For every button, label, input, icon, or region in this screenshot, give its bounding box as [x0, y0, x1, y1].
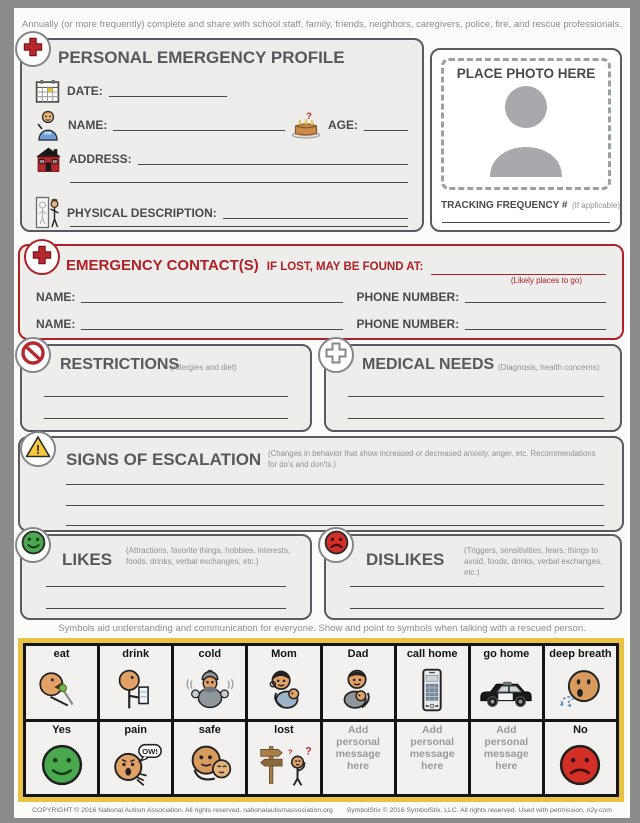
found-at-label: IF LOST, MAY BE FOUND AT: — [266, 261, 424, 273]
symbol-cell-yes[interactable] — [26, 722, 97, 795]
dislikes-section — [324, 534, 622, 620]
lost-question-mark: ? — [305, 745, 312, 758]
contact-row-1 — [36, 290, 606, 304]
dislikes-badge — [318, 527, 354, 563]
copyright-right: SymbolStix © 2016 SymbolStix, LLC. All rights reserved. Used with permission. n2y.com — [346, 807, 612, 814]
address-field-line[interactable] — [138, 164, 408, 165]
address-field-line-2[interactable] — [70, 182, 408, 183]
red-cross-icon — [22, 36, 44, 63]
symbol-cell-add-message-2[interactable] — [397, 722, 468, 795]
restrictions-line-1[interactable] — [44, 396, 288, 397]
symbol-cell-safe[interactable] — [174, 722, 245, 795]
person-shirt-text: Joe — [43, 130, 52, 135]
house-icon — [34, 146, 63, 173]
warning-icon — [25, 435, 51, 464]
dad-icon — [323, 661, 394, 719]
symbol-cell-add-message-1[interactable] — [323, 722, 394, 795]
restrictions-line-2[interactable] — [44, 418, 288, 419]
calendar-icon — [34, 78, 61, 105]
medical-line-1[interactable] — [348, 396, 604, 397]
emergency-cross-badge — [24, 239, 60, 275]
symbol-label: drink — [122, 648, 150, 660]
symbol-cell-call-home[interactable] — [397, 646, 468, 719]
contact1-name-line[interactable] — [81, 302, 342, 303]
add-message-label: Add personal message here — [483, 723, 529, 772]
copyright-footer — [14, 807, 630, 814]
symbol-cell-cold[interactable] — [174, 646, 245, 719]
escalation-badge — [20, 431, 56, 467]
cold-icon — [174, 661, 245, 719]
deep-breath-icon — [545, 661, 616, 719]
escalation-line-2[interactable] — [66, 505, 604, 506]
likes-title: LIKES — [62, 550, 113, 569]
contact2-name-label: NAME: — [36, 317, 76, 331]
person-icon — [34, 110, 62, 141]
dislikes-line-2[interactable] — [350, 608, 604, 609]
drink-icon — [100, 661, 171, 719]
top-instruction: Annually (or more frequently) complete and share with school staff, family, friends, neighbors, caregivers, police, fire, and rescue professionals. — [21, 19, 623, 30]
age-field-line[interactable] — [364, 130, 408, 131]
restrictions-title: RESTRICTIONS — [60, 356, 180, 373]
svg-text:!: ! — [35, 441, 41, 457]
symbol-cell-deep-breath[interactable] — [545, 646, 616, 719]
medical-title: MEDICAL NEEDS — [362, 356, 495, 373]
symbol-label: No — [573, 723, 588, 736]
symbol-label: Yes — [52, 723, 72, 736]
photo-placeholder[interactable] — [441, 58, 611, 190]
lost-question-mark-2: ? — [287, 747, 293, 757]
safe-icon — [174, 736, 245, 794]
contact2-phone-line[interactable] — [465, 329, 606, 330]
symbol-cell-drink[interactable] — [100, 646, 171, 719]
physical-description-field-line[interactable] — [223, 218, 408, 219]
age-label: AGE: — [328, 118, 358, 132]
red-cross-icon — [31, 244, 53, 271]
medical-badge — [318, 337, 354, 373]
medical-cross-icon — [324, 341, 348, 370]
escalation-title: SIGNS OF ESCALATION — [66, 450, 262, 469]
mirror-icon — [34, 196, 61, 230]
date-field-line[interactable] — [109, 96, 227, 97]
symbol-cell-pain[interactable] — [100, 722, 171, 795]
escalation-hint: (Changes in behavior that show increased or decreased anxiety, anger, etc. Recommendations for do's and don'ts.) — [268, 449, 596, 469]
found-at-hint: (Likely places to go) — [510, 276, 582, 285]
medical-needs-section — [324, 344, 622, 432]
symbol-label: Mom — [271, 648, 297, 660]
symbol-cell-mom[interactable] — [248, 646, 319, 719]
photo-placeholder-label: PLACE PHOTO HERE — [456, 66, 596, 81]
add-message-label: Add personal message here — [409, 723, 455, 772]
likes-section — [20, 534, 312, 620]
escalation-section — [18, 436, 624, 532]
symbol-label: pain — [124, 723, 147, 736]
symbols-note: Symbols aid understanding and communication for everyone. Show and point to symbols when talking with a rescued person. — [58, 623, 586, 634]
symbol-label: safe — [198, 723, 221, 736]
frown-icon — [323, 529, 350, 561]
no-icon — [545, 736, 616, 794]
name-label: NAME: — [68, 118, 108, 132]
go-home-icon — [471, 661, 542, 719]
red-cross-badge — [15, 31, 51, 67]
medical-line-2[interactable] — [348, 418, 604, 419]
contact1-phone-line[interactable] — [465, 302, 606, 303]
cake-question-mark: ? — [306, 111, 312, 122]
symbol-cell-lost[interactable] — [248, 722, 319, 795]
symbol-cell-go-home[interactable] — [471, 646, 542, 719]
photo-silhouette-icon — [466, 164, 586, 181]
likes-line-2[interactable] — [46, 608, 286, 609]
likes-line-1[interactable] — [46, 586, 286, 587]
contact-row-2 — [36, 317, 606, 331]
mom-icon — [248, 661, 319, 719]
symbol-label: lost — [274, 723, 294, 736]
eat-icon — [26, 661, 97, 719]
restrictions-badge — [15, 337, 51, 373]
contact1-phone-label: PHONE NUMBER: — [356, 290, 460, 304]
symbol-label: cold — [198, 648, 222, 660]
call-home-icon — [397, 661, 468, 719]
likes-hint: (Attractions, favorite things, hobbies, interests, foods, drinks, verbal exchanges, etc.) — [126, 546, 291, 566]
symbol-cell-dad[interactable] — [323, 646, 394, 719]
yes-icon — [26, 736, 97, 794]
restrictions-section — [20, 344, 312, 432]
date-label: DATE: — [67, 84, 103, 98]
escalation-line-3[interactable] — [66, 525, 604, 526]
emergency-contacts-section — [18, 244, 624, 340]
symbol-label: call home — [406, 648, 458, 660]
address-row — [34, 144, 408, 174]
symbol-cell-add-message-3[interactable] — [471, 722, 542, 795]
dislikes-hint: (Triggers, sensitivities, fears, things to avoid, foods, drinks, verbal exchanges, etc.) — [464, 546, 603, 577]
physical-description-row — [34, 198, 408, 228]
dislikes-line-1[interactable] — [350, 586, 604, 587]
date-row — [34, 76, 408, 106]
no-symbol-icon — [20, 340, 46, 371]
personal-profile-section — [20, 38, 424, 232]
pain-bubble-text: OW! — [141, 746, 158, 756]
contact1-name-label: NAME: — [36, 290, 76, 304]
symbol-label: deep breath — [549, 648, 612, 660]
emergency-title: EMERGENCY CONTACT(S) — [66, 257, 259, 274]
form-page — [14, 8, 630, 818]
tracking-frequency-field-line[interactable] — [442, 222, 610, 223]
escalation-line-1[interactable] — [66, 484, 604, 485]
symbol-label: eat — [53, 648, 70, 660]
likes-badge — [15, 527, 51, 563]
name-row — [34, 110, 408, 140]
birthday-cake-icon — [291, 111, 322, 139]
dislikes-title: DISLIKES — [366, 550, 445, 569]
symbol-cell-eat[interactable] — [26, 646, 97, 719]
physical-description-field-line-2[interactable] — [70, 226, 408, 227]
contact2-name-line[interactable] — [81, 329, 342, 330]
profile-title: PERSONAL EMERGENCY PROFILE — [58, 48, 345, 67]
symbol-label: go home — [483, 648, 530, 660]
address-label: ADDRESS: — [69, 152, 132, 166]
symbol-label: Dad — [347, 648, 369, 660]
medical-hint: (Diagnosis, health concerns) — [498, 363, 600, 372]
name-field-line[interactable] — [113, 130, 285, 131]
pain-icon — [100, 736, 171, 794]
photo-section — [430, 48, 622, 232]
symbols-band — [18, 638, 624, 802]
restrictions-hint: (Allergies and diet) — [170, 363, 237, 372]
contact2-phone-label: PHONE NUMBER: — [356, 317, 460, 331]
smiley-icon — [20, 529, 47, 561]
symbols-grid — [23, 643, 619, 797]
tracking-frequency-hint: (If applicable) — [571, 201, 620, 210]
physical-description-label: PHYSICAL DESCRIPTION: — [67, 206, 217, 220]
copyright-left: COPYRIGHT © 2016 National Autism Association. All rights reserved. nationalautismassociation.org — [32, 807, 333, 814]
symbol-cell-no[interactable] — [545, 722, 616, 795]
found-at-field-line[interactable] — [431, 274, 606, 275]
tracking-frequency-label: TRACKING FREQUENCY # — [441, 200, 568, 211]
add-message-label: Add personal message here — [335, 723, 381, 772]
lost-icon — [248, 736, 319, 794]
